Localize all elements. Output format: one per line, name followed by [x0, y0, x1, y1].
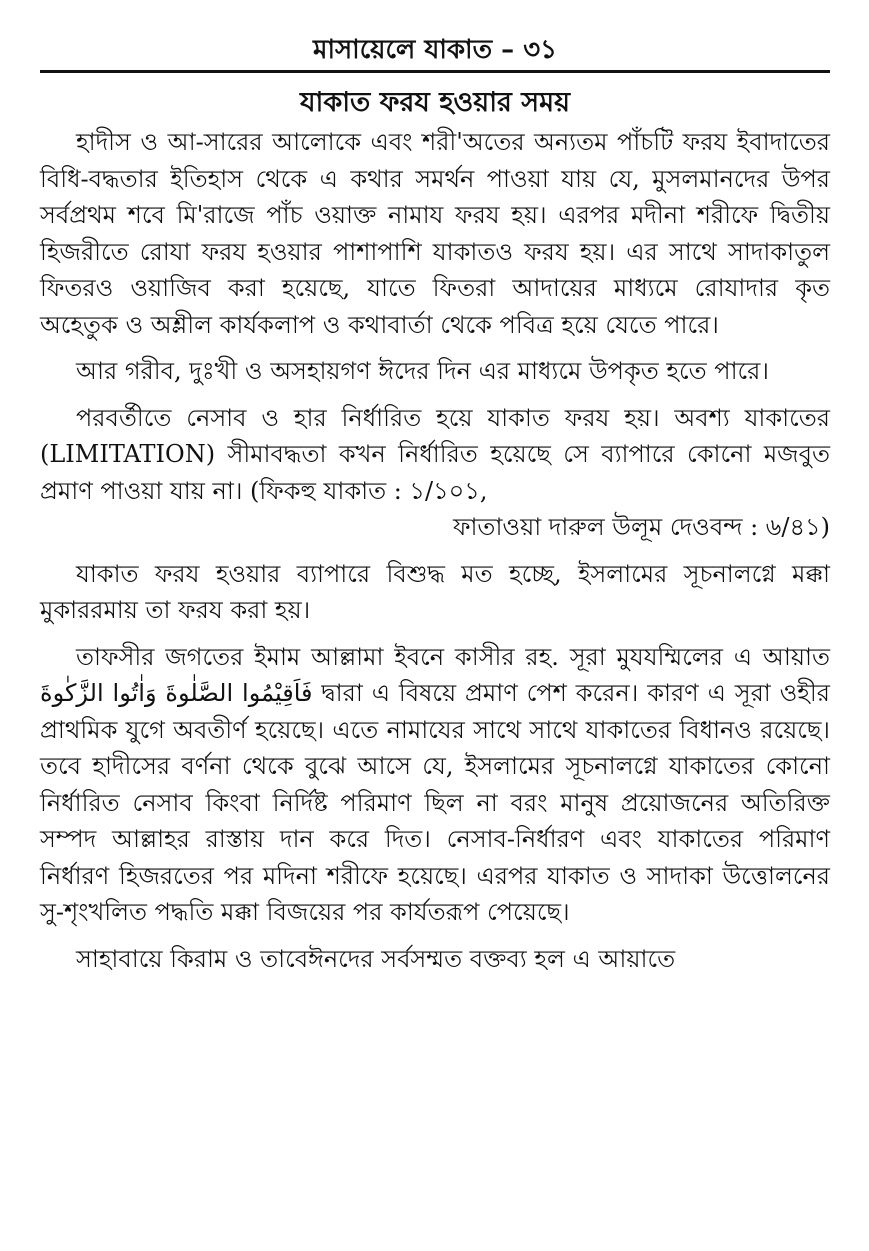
paragraph-5	[40, 639, 830, 931]
quranic-verse: فَاَقِيْمُوا الصَّلٰوةَ وَاٰتُوا الزَّكٰوةَ	[40, 679, 313, 707]
paragraph-2: আর গরীব, দুঃখী ও অসহায়গণ ঈদের দিন এর মাধ্যমে উপকৃত হতে পারে।	[76, 357, 769, 385]
paragraph-5-lead: তাফসীর জগতের ইমাম আল্লামা ইবনে কাসীর রহ. সূরা মুযযম্মিলের এ আয়াত	[76, 642, 830, 671]
paragraph-1: হাদীস ও আ-সারের আলোকে এবং শরী'অতের অন্যতম পাঁচটি ফরয ইবাদাতের বিধি-বদ্ধতার ইতিহাস থেকে এ কথার সমর্থন পাওয়া যায় যে, মুসলমানদের উপর সর্বপ্রথম শবে মি'রাজে পাঁচ ওয়াক্ত নামায ফরয হয়। এরপর মদীনা শরীফে দ্বিতীয় হিজরীতে রোযা ফরয হওয়ার পাশাপাশি যাকাতও ফরয হয়। এর সাথে সাদাকাতুল ফিতরও ওয়াজিব করা হয়েছে, যাতে ফিতরা আদায়ের মাধ্যমে রোযাদার কৃত অহেতুক ও অশ্লীল কার্যকলাপ ও কথাবার্তা থেকে পবিত্র হয়ে যেতে পারে।	[40, 128, 830, 339]
paragraph-4: যাকাত ফরয হওয়ার ব্যাপারে বিশুদ্ধ মত হচ্ছে, ইসলামের সূচনালগ্নে মক্কা মুকাররমায় তা ফরয করা হয়।	[40, 559, 830, 624]
citation-reference: ফাতাওয়া দারুল উলূম দেওবন্দ : ৬/৪১)	[452, 513, 830, 541]
paragraph-6: সাহাবায়ে কিরাম ও তাবেঈনদের সর্বসম্মত বক্তব্য হল এ আয়াতে	[76, 944, 676, 973]
section-title: যাকাত ফরয হওয়ার সময়	[299, 87, 571, 118]
paragraph-3	[40, 400, 830, 546]
paragraph-5-rest: দ্বারা এ বিষয়ে প্রমাণ পেশ করেন। কারণ এ সূরা ওহীর প্রাথমিক যুগে অবতীর্ণ হয়েছে। এতে নামাযের সাথে সাথে যাকাতের বিধানও রয়েছে। তবে হাদীসের বর্ণনা থেকে বুঝে আসে যে, ইসলামের সূচনালগ্নে যাকাতের কোনো নির্ধারিত নেসাব কিংবা নির্দিষ্ট পরিমাণ ছিল না বরং মানুষ প্রয়োজনের অতিরিক্ত সম্পদ আল্লাহর রাস্তায় দান করে দিত। নেসাব-নির্ধারণ এবং যাকাতের পরিমাণ নির্ধারণ হিজরতের পর মদিনা শরীফে হয়েছে। এরপর যাকাত ও সাদাকা উত্তোলনের সু-শৃংখলিত পদ্ধতি মক্কা বিজয়ের পর কার্যতরূপ পেয়েছে।	[40, 679, 830, 926]
running-header: মাসায়েলে যাকাত – ৩১	[40, 30, 830, 73]
body-text	[40, 124, 830, 987]
paragraph-3-text: পরবর্তীতে নেসাব ও হার নির্ধারিত হয়ে যাকাত ফরয হয়। অবশ্য যাকাতের (LIMITATION) সীমাবদ্ধতা কখন নির্ধারিত হয়েছে সে ব্যাপারে কোনো মজবুত প্রমাণ পাওয়া যায় না। (ফিকহু যাকাত : ১/১০১,	[40, 403, 830, 505]
